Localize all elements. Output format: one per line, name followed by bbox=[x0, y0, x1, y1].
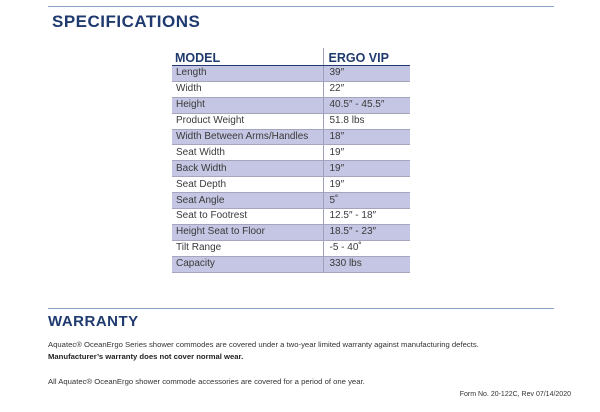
accessories-warranty-text: All Aquatec® OceanErgo shower commode accessories are covered for a period of one year. bbox=[48, 377, 365, 386]
table-row bbox=[172, 209, 410, 225]
model-name-header: ERGO VIP bbox=[323, 48, 410, 66]
spec-value: 18″ bbox=[323, 129, 410, 145]
table-row bbox=[172, 113, 410, 129]
spec-label: Seat Depth bbox=[172, 177, 323, 193]
spec-value: 19″ bbox=[323, 145, 410, 161]
table-row bbox=[172, 145, 410, 161]
spec-value: 5˚ bbox=[323, 193, 410, 209]
spec-value: 12.5″ - 18″ bbox=[323, 209, 410, 225]
spec-label: Width Between Arms/Handles bbox=[172, 129, 323, 145]
table-row bbox=[172, 161, 410, 177]
spec-value: 19″ bbox=[323, 177, 410, 193]
warranty-heading: WARRANTY bbox=[48, 313, 139, 330]
table-row bbox=[172, 224, 410, 240]
specifications-table bbox=[172, 48, 410, 273]
spec-value: 40.5″ - 45.5″ bbox=[323, 97, 410, 113]
spec-label: Product Weight bbox=[172, 113, 323, 129]
warranty-exclusion-text: Manufacturer’s warranty does not cover normal wear. bbox=[48, 352, 244, 361]
warranty-coverage-text: Aquatec® OceanErgo Series shower commodes are covered under a two-year limited warranty against manufacturing defects. bbox=[48, 340, 479, 349]
spec-value: 19″ bbox=[323, 161, 410, 177]
spec-value: -5 - 40˚ bbox=[323, 240, 410, 256]
table-row bbox=[172, 240, 410, 256]
form-number: Form No. 20-122C, Rev 07/14/2020 bbox=[459, 391, 571, 398]
table-row bbox=[172, 193, 410, 209]
spec-label: Length bbox=[172, 66, 323, 82]
spec-label: Height Seat to Floor bbox=[172, 224, 323, 240]
specifications-heading: SPECIFICATIONS bbox=[52, 12, 201, 31]
model-column-header: MODEL bbox=[172, 48, 323, 66]
spec-value: 22″ bbox=[323, 81, 410, 97]
spec-value: 39″ bbox=[323, 66, 410, 82]
spec-label: Back Width bbox=[172, 161, 323, 177]
warranty-rule bbox=[48, 308, 554, 309]
table-row bbox=[172, 81, 410, 97]
table-row bbox=[172, 66, 410, 82]
spec-label: Seat to Footrest bbox=[172, 209, 323, 225]
table-row bbox=[172, 256, 410, 272]
top-rule bbox=[48, 6, 554, 7]
table-row bbox=[172, 177, 410, 193]
spec-value: 18.5″ - 23″ bbox=[323, 224, 410, 240]
spec-value: 51.8 lbs bbox=[323, 113, 410, 129]
spec-label: Height bbox=[172, 97, 323, 113]
spec-value: 330 lbs bbox=[323, 256, 410, 272]
spec-rows bbox=[172, 66, 410, 273]
spec-label: Seat Angle bbox=[172, 193, 323, 209]
table-row bbox=[172, 129, 410, 145]
spec-label: Seat Width bbox=[172, 145, 323, 161]
spec-label: Capacity bbox=[172, 256, 323, 272]
spec-label: Width bbox=[172, 81, 323, 97]
spec-label: Tilt Range bbox=[172, 240, 323, 256]
table-header-row bbox=[172, 48, 410, 66]
table-row bbox=[172, 97, 410, 113]
